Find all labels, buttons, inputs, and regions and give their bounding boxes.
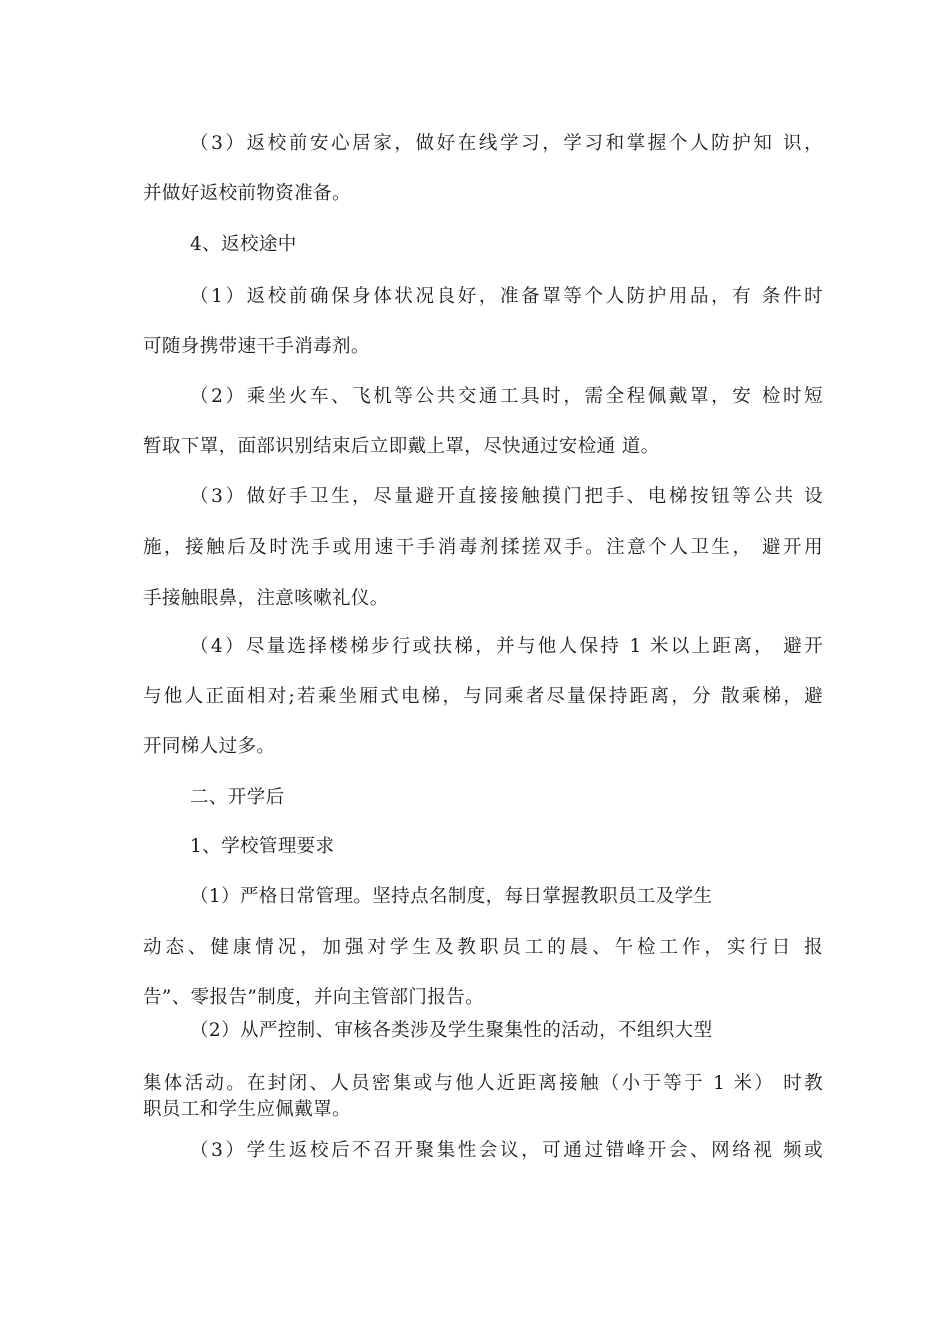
- paragraph-line: （1）返校前确保身体状况良好，准备罩等个人防护用品，有 条件时: [190, 286, 823, 307]
- paragraph-line: （3）学生返校后不召开聚集性会议，可通过错峰开会、网络视 频或: [190, 1140, 823, 1161]
- paragraph-line: 集体活动。在封闭、人员密集或与他人近距离接触（小于等于 1 米） 时教: [143, 1073, 823, 1094]
- section-heading: 二、开学后: [190, 787, 285, 808]
- paragraph-line: 并做好返校前物资准备。: [143, 183, 351, 204]
- paragraph-line: 手接触眼鼻，注意咳嗽礼仪。: [143, 588, 389, 609]
- paragraph-line: 开同梯人过多。: [143, 736, 276, 757]
- paragraph-line: （2）从严控制、审核各类涉及学生聚集性的活动，不组织大型: [190, 1020, 713, 1041]
- paragraph-line: 施，接触后及时洗手或用速干手消毒剂揉搓双手。注意个人卫生， 避开用: [143, 537, 823, 558]
- paragraph-line: （1）严格日常管理。坚持点名制度，每日掌握教职员工及学生: [190, 886, 713, 907]
- paragraph-line: 动态、健康情况，加强对学生及教职员工的晨、午检工作，实行日 报: [143, 937, 823, 958]
- paragraph-line: （3）返校前安心居家，做好在线学习，学习和掌握个人防护知 识，: [190, 133, 823, 154]
- paragraph-line: 可随身携带速干手消毒剂。: [143, 336, 370, 357]
- section-heading: 1、学校管理要求: [190, 836, 335, 857]
- paragraph-line: 告”、零报告”制度，并向主管部门报告。: [143, 987, 485, 1008]
- paragraph-line: 职员工和学生应佩戴罩。: [143, 1099, 351, 1120]
- paragraph-line: （3）做好手卫生，尽量避开直接接触摸门把手、电梯按钮等公共 设: [190, 486, 823, 507]
- paragraph-line: （4）尽量选择楼梯步行或扶梯，并与他人保持 1 米以上距离， 避开: [190, 636, 823, 657]
- paragraph-line: 与他人正面相对;若乘坐厢式电梯，与同乘者尽量保持距离，分 散乘梯，避: [143, 686, 823, 707]
- paragraph-line: 暂取下罩，面部识别结束后立即戴上罩，尽快通过安检通 道。: [143, 436, 660, 457]
- paragraph-line: （2）乘坐火车、飞机等公共交通工具时，需全程佩戴罩，安 检时短: [190, 386, 823, 407]
- section-heading: 4、返校途中: [190, 234, 297, 255]
